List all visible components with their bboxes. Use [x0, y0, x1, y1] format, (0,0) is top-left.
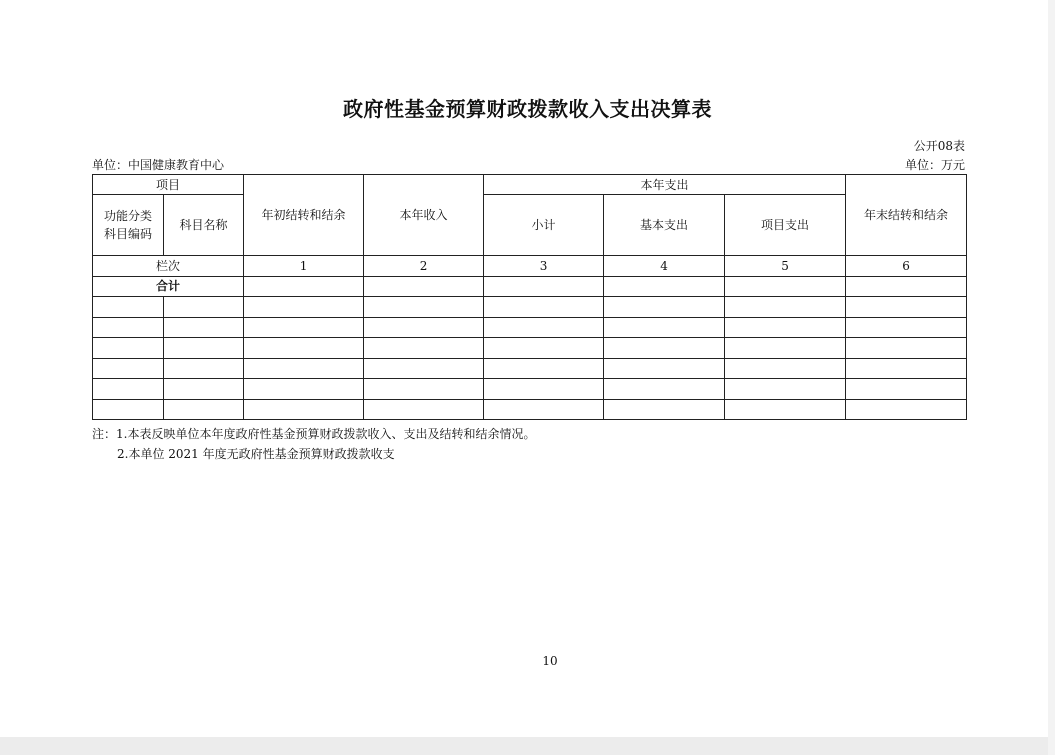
table-cell — [484, 297, 604, 318]
table-cell — [364, 338, 484, 359]
table-cell — [364, 399, 484, 420]
table-cell — [244, 399, 364, 420]
unit-currency: 单位：万元 — [904, 158, 965, 172]
table-row — [93, 297, 967, 318]
table-cell — [244, 358, 364, 379]
table-row — [93, 317, 967, 338]
header-expense-group: 本年支出 — [484, 175, 846, 195]
page-title: 政府性基金预算财政拨款收入支出决算表 — [343, 97, 712, 121]
table-cell — [484, 379, 604, 400]
header-func-code: 功能分类 科目编码 — [93, 195, 164, 256]
table-cell — [364, 297, 484, 318]
header-project: 项目支出 — [725, 195, 846, 256]
table-cell — [725, 297, 846, 318]
table-cell — [93, 297, 164, 318]
column-number: 5 — [725, 256, 846, 277]
column-number: 4 — [604, 256, 725, 277]
header-end-balance: 年末结转和结余 — [846, 175, 967, 256]
table-cell — [93, 399, 164, 420]
header-income: 本年收入 — [364, 175, 484, 256]
table-cell — [364, 379, 484, 400]
column-number: 1 — [244, 256, 364, 277]
table-cell — [164, 358, 244, 379]
table-cell — [604, 399, 725, 420]
table-cell — [244, 297, 364, 318]
table-cell — [244, 379, 364, 400]
table-cell — [164, 338, 244, 359]
table-cell — [484, 317, 604, 338]
table-cell — [244, 276, 364, 297]
column-index-label: 栏次 — [93, 256, 244, 277]
fund-table — [92, 174, 967, 420]
table-row — [93, 379, 967, 400]
table-cell — [604, 358, 725, 379]
header-subject-name: 科目名称 — [164, 195, 244, 256]
total-label: 合计 — [93, 276, 244, 297]
column-number: 3 — [484, 256, 604, 277]
table-cell — [846, 358, 967, 379]
table-cell — [484, 399, 604, 420]
table-cell — [484, 358, 604, 379]
unit-organization: 单位：中国健康教育中心 — [92, 158, 225, 172]
table-cell — [846, 379, 967, 400]
table-cell — [846, 399, 967, 420]
table-cell — [364, 276, 484, 297]
table-cell — [725, 399, 846, 420]
page-number: 10 — [542, 654, 558, 668]
table-cell — [364, 358, 484, 379]
table-cell — [604, 317, 725, 338]
table-cell — [846, 338, 967, 359]
table-cell — [93, 379, 164, 400]
table-cell — [725, 338, 846, 359]
table-cell — [364, 317, 484, 338]
table-cell — [604, 276, 725, 297]
table-cell — [604, 338, 725, 359]
header-basic: 基本支出 — [604, 195, 725, 256]
table-cell — [725, 358, 846, 379]
column-number: 6 — [846, 256, 967, 277]
table-cell — [164, 399, 244, 420]
table-cell — [244, 338, 364, 359]
table-cell — [164, 379, 244, 400]
header-subtotal: 小计 — [484, 195, 604, 256]
table-cell — [846, 276, 967, 297]
table-cell — [725, 317, 846, 338]
table-cell — [846, 317, 967, 338]
table-cell — [164, 297, 244, 318]
table-cell — [244, 317, 364, 338]
table-cell — [846, 297, 967, 318]
table-row — [93, 358, 967, 379]
table-cell — [604, 297, 725, 318]
header-item: 项目 — [93, 175, 244, 195]
table-row — [93, 338, 967, 359]
note-line-1: 注：1.本表反映单位本年度政府性基金预算财政拨款收入、支出及结转和结余情况。 — [92, 427, 536, 441]
table-cell — [725, 379, 846, 400]
table-cell — [725, 276, 846, 297]
note-line-2: 2.本单位 2021 年度无政府性基金预算财政拨款收支 — [117, 447, 395, 461]
table-cell — [93, 317, 164, 338]
table-cell — [93, 358, 164, 379]
table-cell — [93, 338, 164, 359]
table-cell — [604, 379, 725, 400]
table-cell — [484, 276, 604, 297]
table-cell — [164, 317, 244, 338]
table-cell — [484, 338, 604, 359]
column-number: 2 — [364, 256, 484, 277]
header-begin-balance: 年初结转和结余 — [244, 175, 364, 256]
table-row — [93, 399, 967, 420]
table-code: 公开08表 — [913, 139, 965, 153]
